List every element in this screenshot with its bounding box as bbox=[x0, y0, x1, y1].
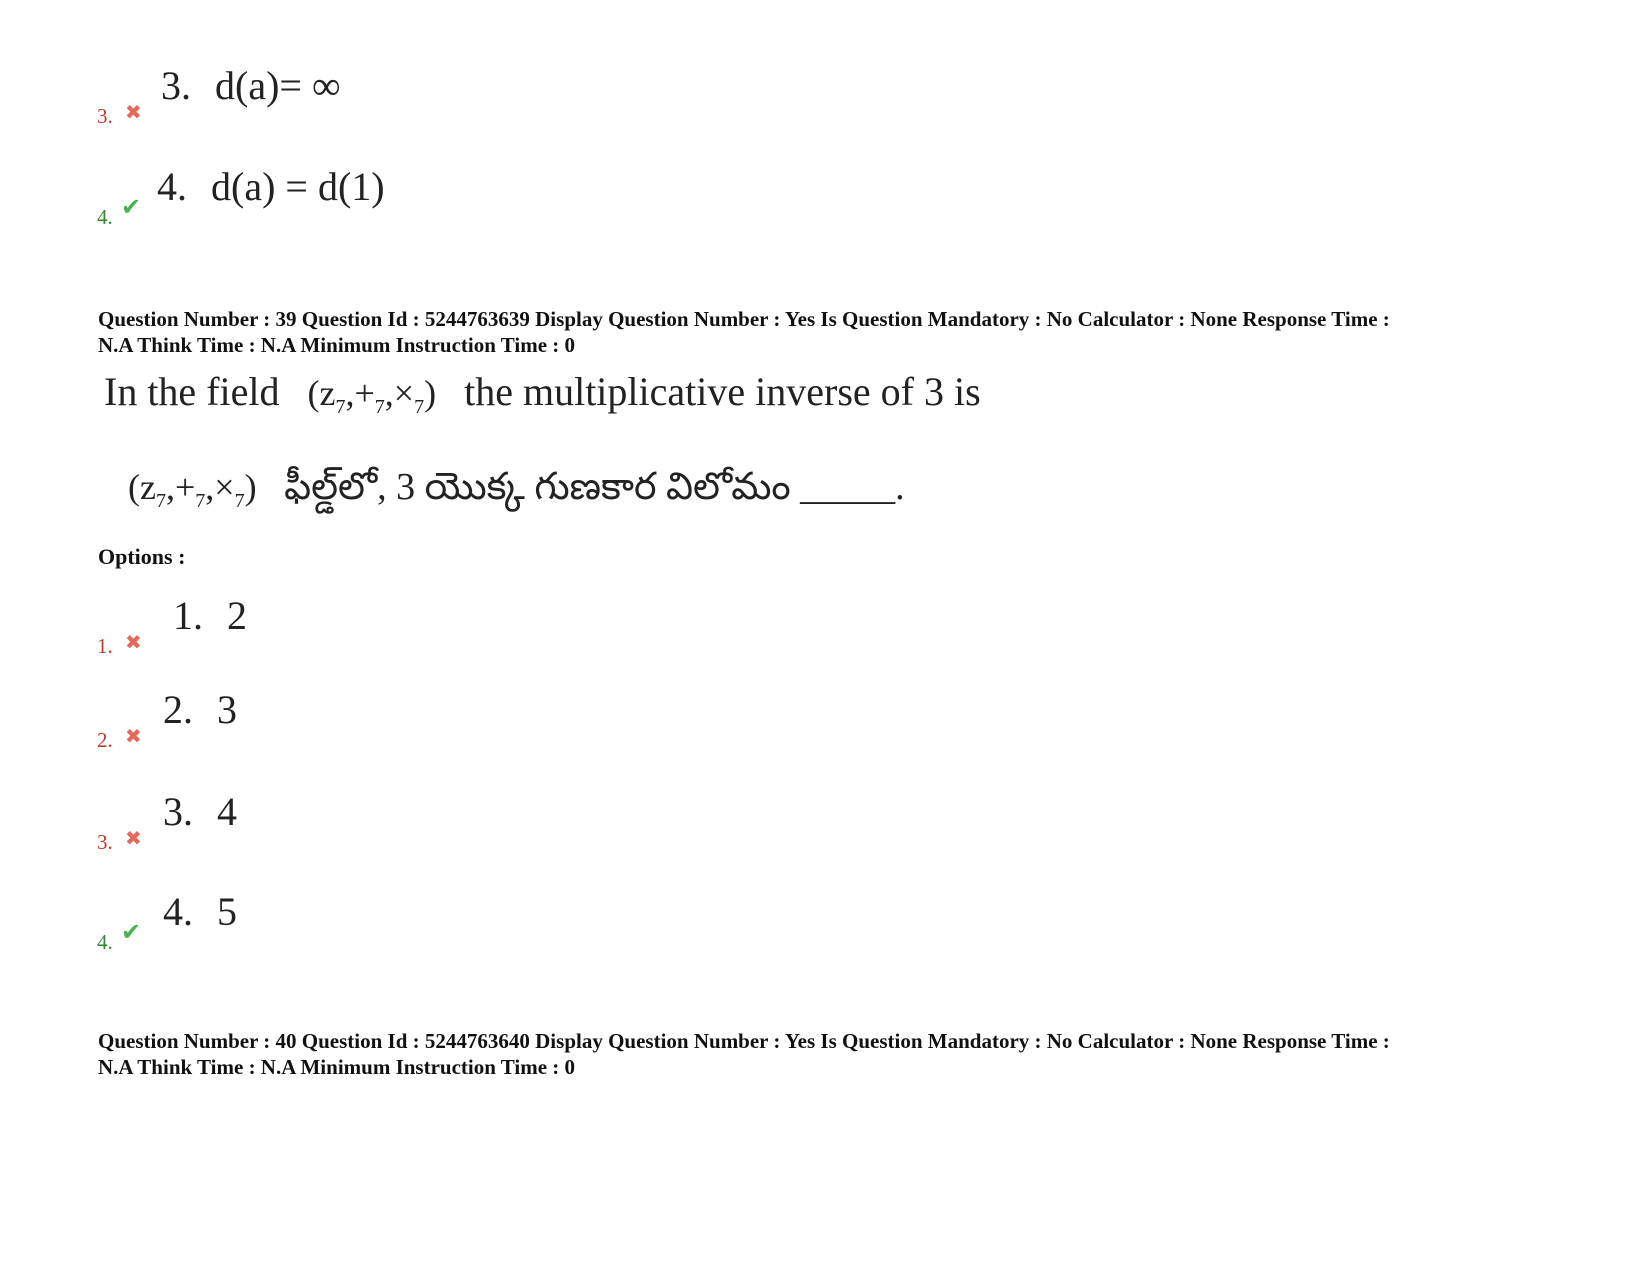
options-heading: Options : bbox=[98, 544, 186, 569]
option-text: 3. 4 bbox=[163, 789, 237, 834]
question-text-telugu: $(z_7,+_7,\times_7)$ ఫీల్డ్‌లో, 3 యొక్క గుణకార విలోమం _____. bbox=[128, 466, 905, 513]
meta-line-2: N.A Think Time : N.A Minimum Instruction Time : 0 bbox=[98, 333, 576, 357]
option-text: 4. 5 bbox=[163, 889, 237, 934]
question-40-meta bbox=[98, 1028, 1578, 1080]
option-number: 3. bbox=[97, 830, 113, 854]
option-number: 4. bbox=[97, 930, 113, 954]
check-icon: ✔ bbox=[121, 918, 142, 946]
cross-icon: ✖ bbox=[125, 724, 142, 748]
field-expression: $(z_7,+_7,\times_7)$ bbox=[307, 373, 437, 419]
meta-line-1: Question Number : 40 Question Id : 5244763640 Display Question Number : Yes Is Question Mandatory : No Calculator : None Response Time : bbox=[98, 1029, 1390, 1053]
cross-icon: ✖ bbox=[125, 826, 142, 850]
cross-icon: ✖ bbox=[125, 630, 142, 654]
question-39-meta bbox=[98, 306, 1578, 358]
meta-line-1: Question Number : 39 Question Id : 5244763639 Display Question Number : Yes Is Question Mandatory : No Calculator : None Response Time : bbox=[98, 307, 1390, 331]
option-number: 2. bbox=[97, 728, 113, 752]
option-text: 3. d(a)= ∞ bbox=[161, 63, 341, 108]
option-text: 2. 3 bbox=[163, 687, 237, 732]
option-text: 4. d(a) = d(1) bbox=[157, 164, 385, 209]
question-text-english: In the field $(z_7,+_7,\times_7)$ the multiplicative inverse of 3 is bbox=[104, 369, 981, 419]
option-number: 3. bbox=[97, 104, 113, 128]
option-number: 4. bbox=[97, 205, 113, 229]
meta-line-2: N.A Think Time : N.A Minimum Instruction Time : 0 bbox=[98, 1055, 576, 1079]
option-text: 1. 2 bbox=[173, 593, 247, 638]
check-icon: ✔ bbox=[121, 193, 142, 221]
option-number: 1. bbox=[97, 634, 113, 658]
field-expression: $(z_7,+_7,\times_7)$ bbox=[128, 467, 257, 513]
cross-icon: ✖ bbox=[125, 100, 142, 124]
